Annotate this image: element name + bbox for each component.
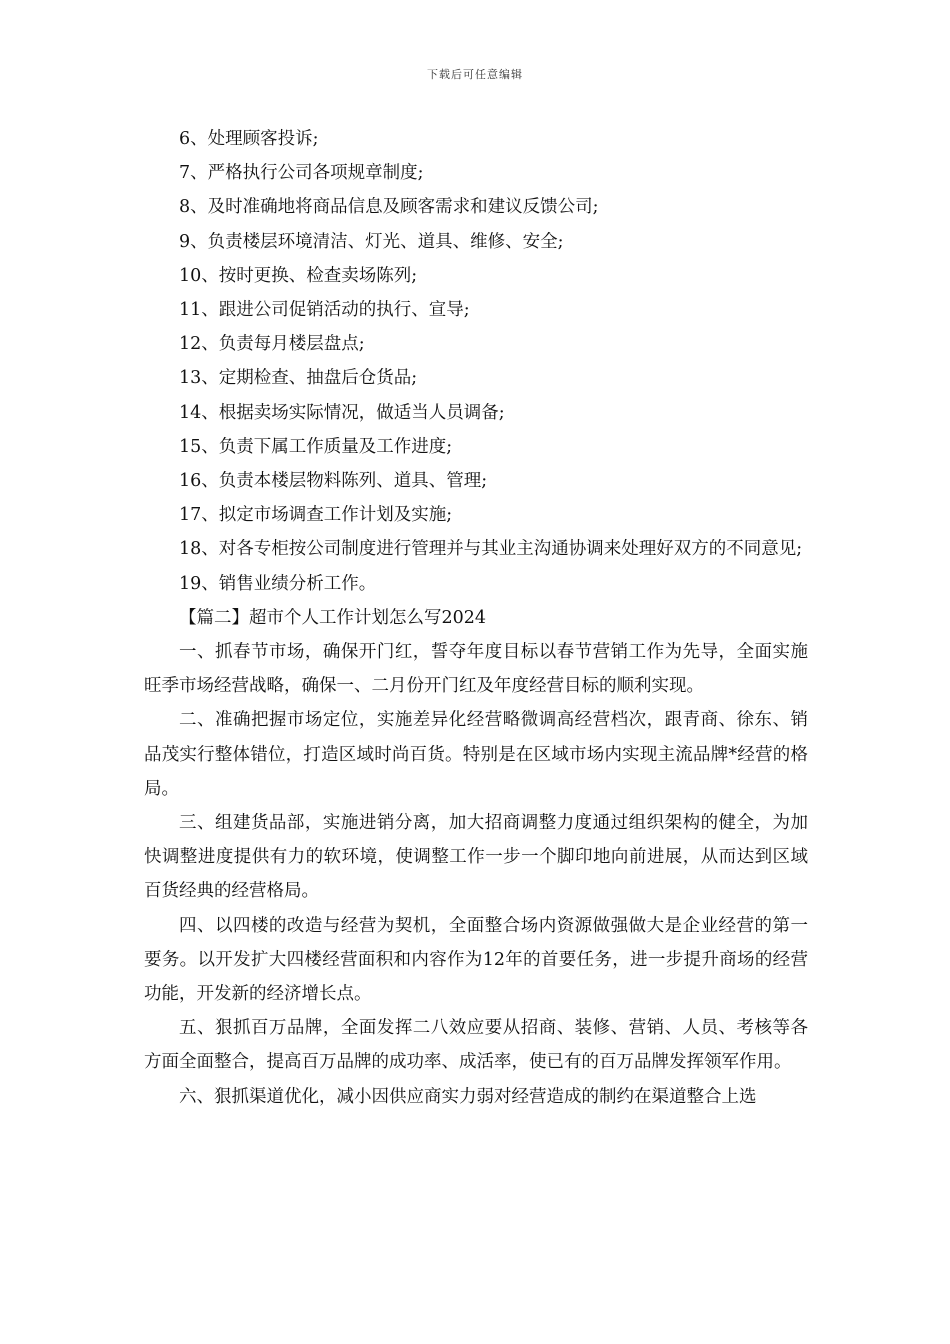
paragraph-section-1: 一、抓春节市场，确保开门红，誓夺年度目标以春节营销工作为先导，全面实施旺季市场经营战略，确保一、二月份开门红及年度经营目标的顺利实现。	[144, 642, 808, 697]
paragraph-item-16: 16、负责本楼层物料陈列、道具、管理;	[179, 471, 488, 492]
paragraph-section-3: 三、组建货品部，实施进销分离，加大招商调整力度通过组织架构的健全，为加快调整进度提供有力的软环境，使调整工作一步一个脚印地向前进展，从而达到区域百货经典的经营格局。	[144, 813, 808, 902]
paragraph-item-8: 8、及时准确地将商品信息及顾客需求和建议反馈公司;	[179, 197, 599, 218]
paragraph-section-6: 六、狠抓渠道优化，减小因供应商实力弱对经营造成的制约在渠道整合上选	[179, 1086, 757, 1107]
paragraph-item-7: 7、严格执行公司各项规章制度;	[179, 163, 424, 184]
paragraph-item-11: 11、跟进公司促销活动的执行、宣导;	[179, 300, 470, 321]
section-heading: 【篇二】超市个人工作计划怎么写2024	[179, 607, 487, 628]
paragraph-item-18: 18、对各专柜按公司制度进行管理并与其业主沟通协调来处理好双方的不同意见;	[179, 539, 803, 560]
document-body	[144, 122, 808, 1114]
paragraph-section-5: 五、狠抓百万品牌，全面发挥二八效应要从招商、装修、营销、人员、考核等各方面全面整合，提高百万品牌的成功率、成活率，使已有的百万品牌发挥领军作用。	[144, 1018, 808, 1073]
header-note: 下载后可任意编辑	[427, 68, 523, 81]
paragraph-item-10: 10、按时更换、检查卖场陈列;	[179, 265, 418, 286]
paragraph-section-2: 二、准确把握市场定位，实施差异化经营略微调高经营档次，跟青商、徐东、销品茂实行整体错位，打造区域时尚百货。特别是在区域市场内实现主流品牌*经营的格局。	[144, 710, 808, 799]
paragraph-section-4: 四、以四楼的改造与经营为契机，全面整合场内资源做强做大是企业经营的第一要务。以开发扩大四楼经营面积和内容作为12年的首要任务，进一步提升商场的经营功能，开发新的经济增长点。	[144, 915, 808, 1005]
paragraph-item-12: 12、负责每月楼层盘点;	[179, 334, 365, 355]
paragraph-item-6: 6、处理顾客投诉;	[179, 129, 319, 149]
paragraph-item-14: 14、根据卖场实际情况，做适当人员调备;	[179, 402, 505, 423]
paragraph-item-9: 9、负责楼层环境清洁、灯光、道具、维修、安全;	[179, 231, 564, 252]
paragraph-item-15: 15、负责下属工作质量及工作进度;	[179, 436, 453, 457]
paragraph-item-17: 17、拟定市场调查工作计划及实施;	[179, 505, 453, 526]
paragraph-item-19: 19、销售业绩分析工作。	[179, 573, 377, 594]
paragraph-item-13: 13、定期检查、抽盘后仓货品;	[179, 368, 418, 389]
